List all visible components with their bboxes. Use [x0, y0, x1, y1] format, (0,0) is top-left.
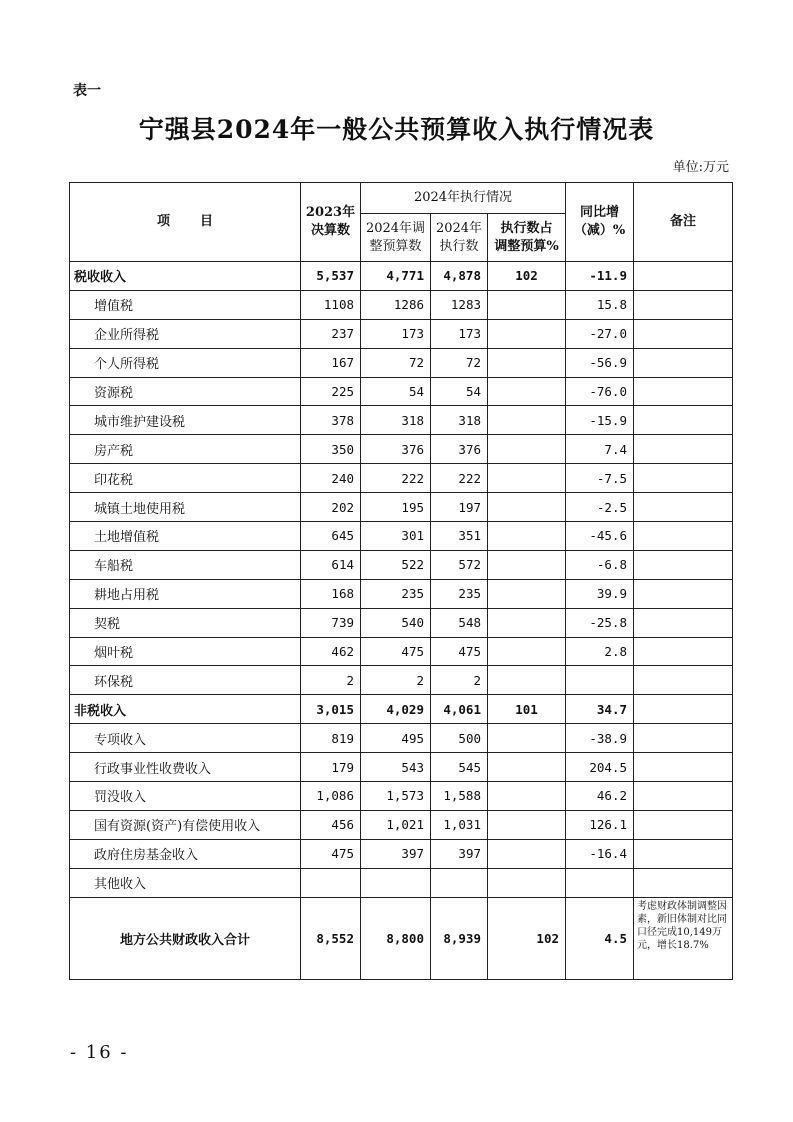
header-item [70, 183, 301, 262]
cell-exec: 222 [431, 464, 488, 493]
cell-note [634, 637, 733, 666]
cell-yoy: -76.0 [566, 377, 634, 406]
cell-name: 契税 [70, 608, 301, 637]
cell-ratio [488, 493, 566, 522]
cell-adj: 376 [361, 435, 431, 464]
cell-exec: 1283 [431, 290, 488, 319]
cell-c2023 [301, 868, 361, 897]
cell-exec: 173 [431, 319, 488, 348]
header-remark: 备注 [634, 183, 733, 262]
cell-note [634, 348, 733, 377]
cell-yoy [566, 666, 634, 695]
cell-c2023: 2 [301, 666, 361, 695]
cell-adj: 397 [361, 839, 431, 868]
cell-c2023: 462 [301, 637, 361, 666]
table-row [70, 550, 733, 579]
table-row [70, 579, 733, 608]
cell-name: 企业所得税 [70, 319, 301, 348]
cell-ratio [488, 724, 566, 753]
cell-ratio [488, 377, 566, 406]
cell-ratio [488, 839, 566, 868]
cell-note [634, 839, 733, 868]
cell-adj: 543 [361, 753, 431, 782]
cell-note [634, 608, 733, 637]
total-row [70, 897, 733, 979]
cell-exec: 376 [431, 435, 488, 464]
cell-adj: 495 [361, 724, 431, 753]
cell-name: 资源税 [70, 377, 301, 406]
cell-adj: 4,029 [361, 695, 431, 724]
cell-c2023: 202 [301, 493, 361, 522]
cell-name: 国有资源(资产)有偿使用收入 [70, 810, 301, 839]
cell-adj: 72 [361, 348, 431, 377]
cell-ratio [488, 290, 566, 319]
cell-name: 城镇土地使用税 [70, 493, 301, 522]
cell-ratio [488, 666, 566, 695]
cell-name: 政府住房基金收入 [70, 839, 301, 868]
cell-exec: 54 [431, 377, 488, 406]
cell-exec: 72 [431, 348, 488, 377]
table-row [70, 695, 733, 724]
header-yoy: 同比增 （减）% [566, 183, 634, 262]
unit-label: 单位:万元 [672, 160, 729, 175]
cell-name: 土地增值税 [70, 522, 301, 551]
cell-note [634, 319, 733, 348]
cell-c2023: 475 [301, 839, 361, 868]
cell-c2023: 378 [301, 406, 361, 435]
cell-ratio: 101 [488, 695, 566, 724]
cell-yoy: -11.9 [566, 262, 634, 291]
cell-c2023: 739 [301, 608, 361, 637]
cell-c2023: 240 [301, 464, 361, 493]
cell-c2023: 819 [301, 724, 361, 753]
total-c2023: 8,552 [301, 897, 361, 979]
table-row [70, 493, 733, 522]
cell-ratio [488, 810, 566, 839]
cell-name: 城市维护建设税 [70, 406, 301, 435]
cell-c2023: 1,086 [301, 782, 361, 811]
budget-table [69, 182, 733, 980]
cell-ratio [488, 550, 566, 579]
cell-name: 专项收入 [70, 724, 301, 753]
cell-yoy: -7.5 [566, 464, 634, 493]
cell-adj: 318 [361, 406, 431, 435]
cell-yoy: -25.8 [566, 608, 634, 637]
cell-name: 车船税 [70, 550, 301, 579]
cell-adj: 173 [361, 319, 431, 348]
cell-yoy: 7.4 [566, 435, 634, 464]
cell-exec: 4,878 [431, 262, 488, 291]
cell-yoy: -45.6 [566, 522, 634, 551]
table-row [70, 637, 733, 666]
cell-adj: 195 [361, 493, 431, 522]
cell-c2023: 350 [301, 435, 361, 464]
cell-name: 烟叶税 [70, 637, 301, 666]
cell-ratio [488, 753, 566, 782]
table-row [70, 753, 733, 782]
total-adj: 8,800 [361, 897, 431, 979]
cell-c2023: 645 [301, 522, 361, 551]
table-row [70, 377, 733, 406]
cell-yoy: -16.4 [566, 839, 634, 868]
cell-yoy: 39.9 [566, 579, 634, 608]
cell-exec: 1,031 [431, 810, 488, 839]
cell-note [634, 435, 733, 464]
cell-yoy: -38.9 [566, 724, 634, 753]
cell-exec: 572 [431, 550, 488, 579]
cell-note [634, 724, 733, 753]
cell-note [634, 262, 733, 291]
cell-note [634, 695, 733, 724]
table-row [70, 724, 733, 753]
cell-ratio [488, 637, 566, 666]
cell-adj: 1,021 [361, 810, 431, 839]
cell-c2023: 237 [301, 319, 361, 348]
cell-note [634, 666, 733, 695]
table-row [70, 319, 733, 348]
cell-note [634, 753, 733, 782]
cell-exec: 235 [431, 579, 488, 608]
cell-note [634, 377, 733, 406]
header-exec: 2024年 执行数 [431, 214, 488, 262]
cell-yoy: -56.9 [566, 348, 634, 377]
table-row [70, 262, 733, 291]
total-name: 地方公共财政收入合计 [70, 897, 301, 979]
cell-name: 耕地占用税 [70, 579, 301, 608]
cell-note [634, 464, 733, 493]
cell-adj: 222 [361, 464, 431, 493]
cell-yoy: 46.2 [566, 782, 634, 811]
cell-exec: 1,588 [431, 782, 488, 811]
cell-note [634, 493, 733, 522]
total-exec: 8,939 [431, 897, 488, 979]
header-2023-final: 2023年 决算数 [301, 183, 361, 262]
table-row [70, 522, 733, 551]
cell-note [634, 810, 733, 839]
cell-exec [431, 868, 488, 897]
cell-yoy [566, 868, 634, 897]
table-body [70, 262, 733, 980]
cell-adj: 1,573 [361, 782, 431, 811]
cell-name: 行政事业性收费收入 [70, 753, 301, 782]
cell-name: 税收收入 [70, 262, 301, 291]
table-row [70, 290, 733, 319]
table-label: 表一 [73, 83, 101, 99]
cell-c2023: 168 [301, 579, 361, 608]
cell-c2023: 225 [301, 377, 361, 406]
cell-note [634, 522, 733, 551]
total-note: 考虑财政体制调整因素，新旧体制对比同口径完成10,149万元，增长18.7% [634, 897, 733, 979]
cell-yoy: -6.8 [566, 550, 634, 579]
cell-adj: 4,771 [361, 262, 431, 291]
cell-name: 非税收入 [70, 695, 301, 724]
cell-exec: 318 [431, 406, 488, 435]
cell-ratio [488, 608, 566, 637]
cell-ratio [488, 868, 566, 897]
table-row [70, 868, 733, 897]
table-row [70, 464, 733, 493]
cell-exec: 351 [431, 522, 488, 551]
cell-yoy: 126.1 [566, 810, 634, 839]
cell-adj: 475 [361, 637, 431, 666]
cell-note [634, 868, 733, 897]
header-exec-group: 2024年执行情况 [361, 183, 566, 214]
cell-ratio [488, 464, 566, 493]
header-ratio: 执行数占 调整预算% [488, 214, 566, 262]
cell-name: 个人所得税 [70, 348, 301, 377]
cell-yoy: 34.7 [566, 695, 634, 724]
cell-exec: 500 [431, 724, 488, 753]
cell-yoy: 204.5 [566, 753, 634, 782]
table-row [70, 435, 733, 464]
cell-yoy: -15.9 [566, 406, 634, 435]
cell-ratio: 102 [488, 262, 566, 291]
cell-c2023: 614 [301, 550, 361, 579]
table-row [70, 810, 733, 839]
cell-name: 房产税 [70, 435, 301, 464]
cell-ratio [488, 406, 566, 435]
cell-c2023: 3,015 [301, 695, 361, 724]
cell-exec: 548 [431, 608, 488, 637]
cell-yoy: -2.5 [566, 493, 634, 522]
cell-c2023: 167 [301, 348, 361, 377]
cell-note [634, 550, 733, 579]
cell-note [634, 579, 733, 608]
cell-adj: 2 [361, 666, 431, 695]
cell-ratio [488, 319, 566, 348]
cell-exec: 197 [431, 493, 488, 522]
table-row [70, 782, 733, 811]
cell-adj [361, 868, 431, 897]
cell-exec: 397 [431, 839, 488, 868]
cell-yoy: 2.8 [566, 637, 634, 666]
table-row [70, 348, 733, 377]
total-yoy: 4.5 [566, 897, 634, 979]
cell-exec: 2 [431, 666, 488, 695]
header-item-a: 项 [156, 214, 170, 229]
cell-name: 罚没收入 [70, 782, 301, 811]
cell-c2023: 5,537 [301, 262, 361, 291]
cell-adj: 235 [361, 579, 431, 608]
cell-name: 环保税 [70, 666, 301, 695]
table-row [70, 666, 733, 695]
total-ratio: 102 [488, 897, 566, 979]
page-title: 宁强县2024年一般公共预算收入执行情况表 [138, 115, 655, 144]
cell-exec: 475 [431, 637, 488, 666]
cell-note [634, 290, 733, 319]
cell-ratio [488, 435, 566, 464]
cell-ratio [488, 522, 566, 551]
cell-yoy: -27.0 [566, 319, 634, 348]
cell-note [634, 406, 733, 435]
header-adj-budget: 2024年调 整预算数 [361, 214, 431, 262]
cell-adj: 54 [361, 377, 431, 406]
table-row [70, 608, 733, 637]
header-item-b: 目 [200, 214, 214, 229]
cell-c2023: 456 [301, 810, 361, 839]
cell-adj: 1286 [361, 290, 431, 319]
page-number: - 16 - [70, 1042, 129, 1063]
cell-c2023: 179 [301, 753, 361, 782]
cell-note [634, 782, 733, 811]
cell-adj: 522 [361, 550, 431, 579]
cell-ratio [488, 348, 566, 377]
table-row [70, 406, 733, 435]
cell-adj: 540 [361, 608, 431, 637]
cell-ratio [488, 579, 566, 608]
cell-name: 其他收入 [70, 868, 301, 897]
cell-yoy: 15.8 [566, 290, 634, 319]
cell-c2023: 1108 [301, 290, 361, 319]
cell-ratio [488, 782, 566, 811]
cell-adj: 301 [361, 522, 431, 551]
cell-name: 增值税 [70, 290, 301, 319]
cell-name: 印花税 [70, 464, 301, 493]
cell-exec: 545 [431, 753, 488, 782]
table-row [70, 839, 733, 868]
cell-exec: 4,061 [431, 695, 488, 724]
